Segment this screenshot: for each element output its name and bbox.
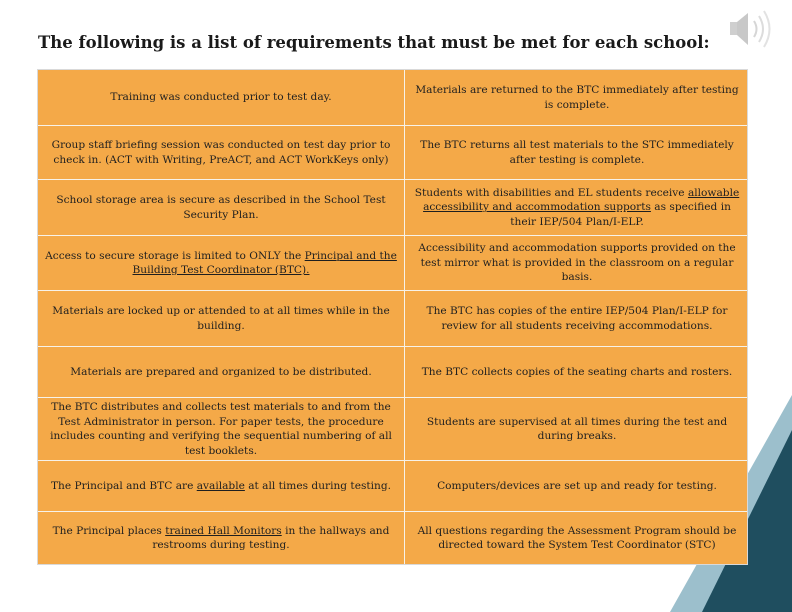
requirement-left: Access to secure storage is limited to ONLY the Principal and the Building Test Coordinator (BTC). bbox=[45, 249, 397, 276]
table-row bbox=[38, 347, 747, 397]
requirement-right: The BTC has copies of the entire IEP/504 Plan/I-ELP for review for all students receiving accommodations. bbox=[426, 305, 728, 332]
requirement-right: Materials are returned to the BTC immediately after testing is complete. bbox=[415, 84, 739, 111]
speaker-icon[interactable] bbox=[726, 6, 778, 52]
requirement-right: All questions regarding the Assessment Program should be directed toward the System Test Coordinator (STC) bbox=[417, 524, 737, 551]
table-row bbox=[38, 512, 747, 564]
underlined-phrase: available bbox=[196, 479, 245, 492]
requirements-table bbox=[37, 69, 748, 565]
table-row bbox=[38, 126, 747, 179]
table-row bbox=[38, 236, 747, 290]
requirement-right: The BTC collects copies of the seating charts and rosters. bbox=[421, 365, 733, 378]
requirement-left: School storage area is secure as described in the School Test Security Plan. bbox=[56, 194, 386, 221]
table-row bbox=[38, 461, 747, 511]
requirement-left: The Principal places trained Hall Monitors in the hallways and restrooms during testing. bbox=[52, 524, 390, 551]
page-title: The following is a list of requirements that must be met for each school: bbox=[38, 33, 710, 52]
requirement-left: The Principal and BTC are available at all times during testing. bbox=[50, 479, 392, 492]
requirement-left: The BTC distributes and collects test materials to and from the Test Administrator in person. For paper tests, the procedure includes counting and verifying the sequential numbering of all test booklets. bbox=[50, 401, 392, 457]
underlined-phrase: Principal and the Building Test Coordinator (BTC). bbox=[132, 249, 397, 276]
requirement-left: Training was conducted prior to test day. bbox=[110, 91, 332, 104]
table-row bbox=[38, 291, 747, 346]
requirement-right: Students with disabilities and EL students receive allowable accessibility and accommodation supports as specified in their IEP/504 Plan/I-ELP. bbox=[414, 186, 740, 228]
table-row bbox=[38, 70, 747, 125]
requirement-right: Students are supervised at all times during the test and during breaks. bbox=[426, 415, 728, 442]
requirement-left: Materials are locked up or attended to at all times while in the building. bbox=[52, 305, 390, 332]
table-row bbox=[38, 180, 747, 235]
requirement-right: Accessibility and accommodation supports provided on the test mirror what is provided in the classroom on a regular basis. bbox=[418, 242, 736, 284]
requirement-right: Computers/devices are set up and ready for testing. bbox=[437, 479, 717, 492]
underlined-phrase: trained Hall Monitors bbox=[165, 524, 282, 537]
table-row bbox=[38, 398, 747, 460]
requirement-right: The BTC returns all test materials to the STC immediately after testing is complete. bbox=[420, 139, 734, 166]
requirement-left: Group staff briefing session was conducted on test day prior to check in. (ACT with Writing, PreACT, and ACT WorkKeys only) bbox=[51, 139, 391, 166]
requirement-left: Materials are prepared and organized to be distributed. bbox=[70, 365, 372, 378]
underlined-phrase: allowable accessibility and accommodation supports bbox=[423, 186, 740, 214]
